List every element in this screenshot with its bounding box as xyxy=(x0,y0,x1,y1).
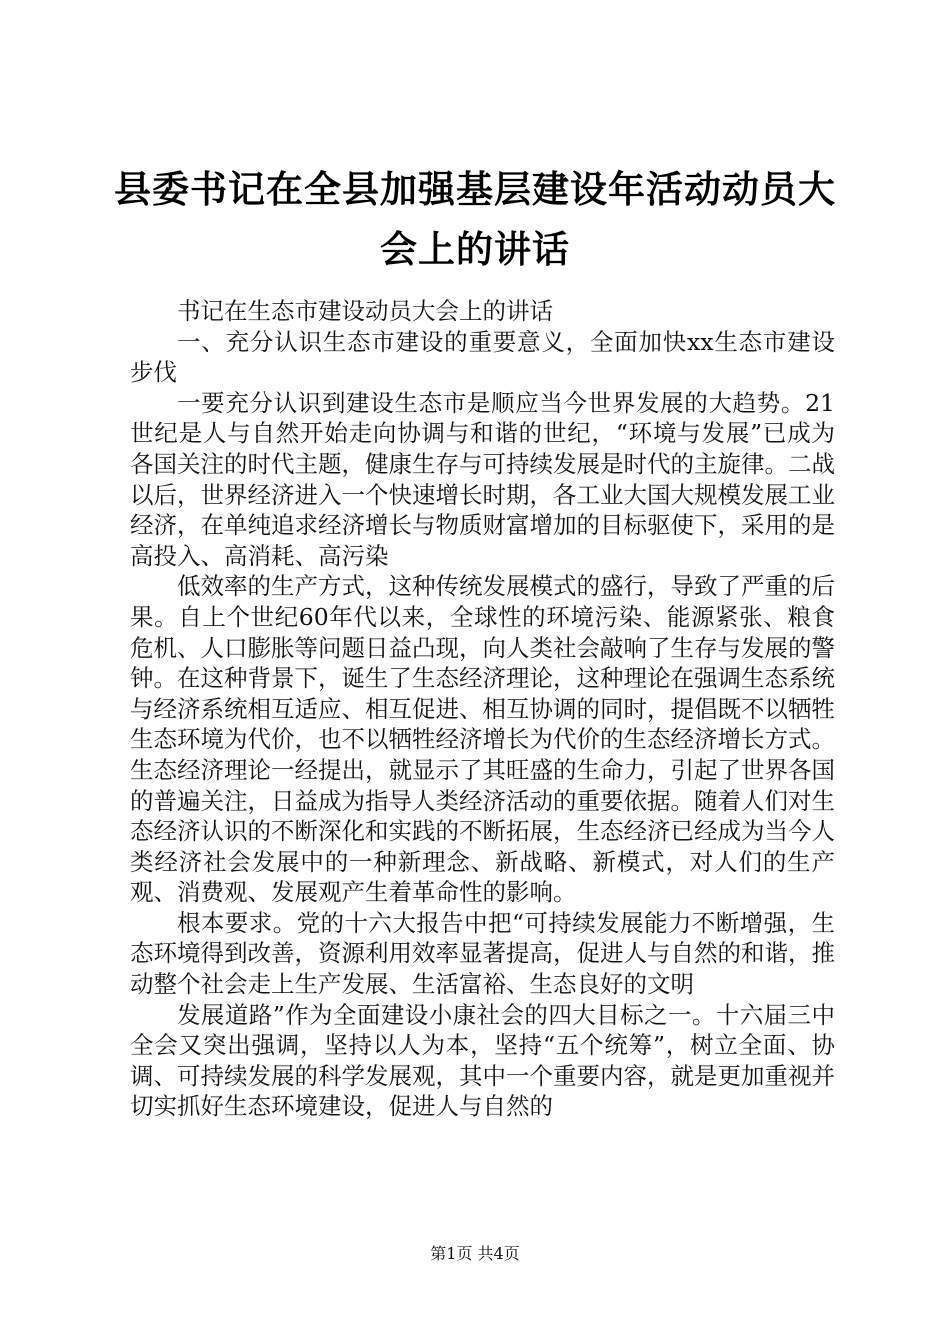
document-title: 县委书记在全县加强基层建设年活动动员大会上的讲话 xyxy=(114,168,836,271)
page-number-footer: 第1页 共4页 xyxy=(430,1244,520,1263)
paragraph-section-heading: 一、充分认识生态市建设的重要意义，全面加快xx生态市建设步伐 xyxy=(130,327,835,387)
paragraph: 根本要求。党的十六大报告中把“可持续发展能力不断增强，生态环境得到改善，资源利用效率显著提高，促进人与自然的和谐，推动整个社会走上生产发展、生活富裕、生态良好的文明 xyxy=(130,908,835,999)
document-body xyxy=(130,296,835,1122)
paragraph: 发展道路”作为全面建设小康社会的四大目标之一。十六届三中全会又突出强调，坚持以人为本，坚持“五个统筹”，树立全面、协调、可持续发展的科学发展观，其中一个重要内容，就是更加重视并切实抓好生态环境建设，促进人与自然的 xyxy=(130,1000,835,1121)
paragraph: 一要充分认识到建设生态市是顺应当今世界发展的大趋势。21世纪是人与自然开始走向协调与和谐的世纪，“环境与发展”已成为各国关注的时代主题，健康生存与可持续发展是时代的主旋律。二战以后，世界经济进入一个快速增长时期，各工业大国大规模发展工业经济，在单纯追求经济增长与物质财富增加的目标驱使下，采用的是高投入、高消耗、高污染 xyxy=(130,388,835,570)
paragraph-subtitle: 书记在生态市建设动员大会上的讲话 xyxy=(177,297,553,325)
paragraph: 低效率的生产方式，这种传统发展模式的盛行，导致了严重的后果。自上个世纪60年代以来，全球性的环境污染、能源紧张、粮食危机、人口膨胀等问题日益凸现，向人类社会敲响了生存与发展的警钟。在这种背景下，诞生了生态经济理论，这种理论在强调生态系统与经济系统相互适应、相互促进、相互协调的同时，提倡既不以牺牲生态环境为代价，也不以牺牲经济增长为代价的生态经济增长方式。生态经济理论一经提出，就显示了其旺盛的生命力，引起了世界各国的普遍关注，日益成为指导人类经济活动的重要依据。随着人们对生态经济认识的不断深化和实践的不断拓展，生态经济已经成为当今人类经济社会发展中的一种新理念、新战略、新模式，对人们的生产观、消费观、发展观产生着革命性的影响。 xyxy=(130,572,835,907)
